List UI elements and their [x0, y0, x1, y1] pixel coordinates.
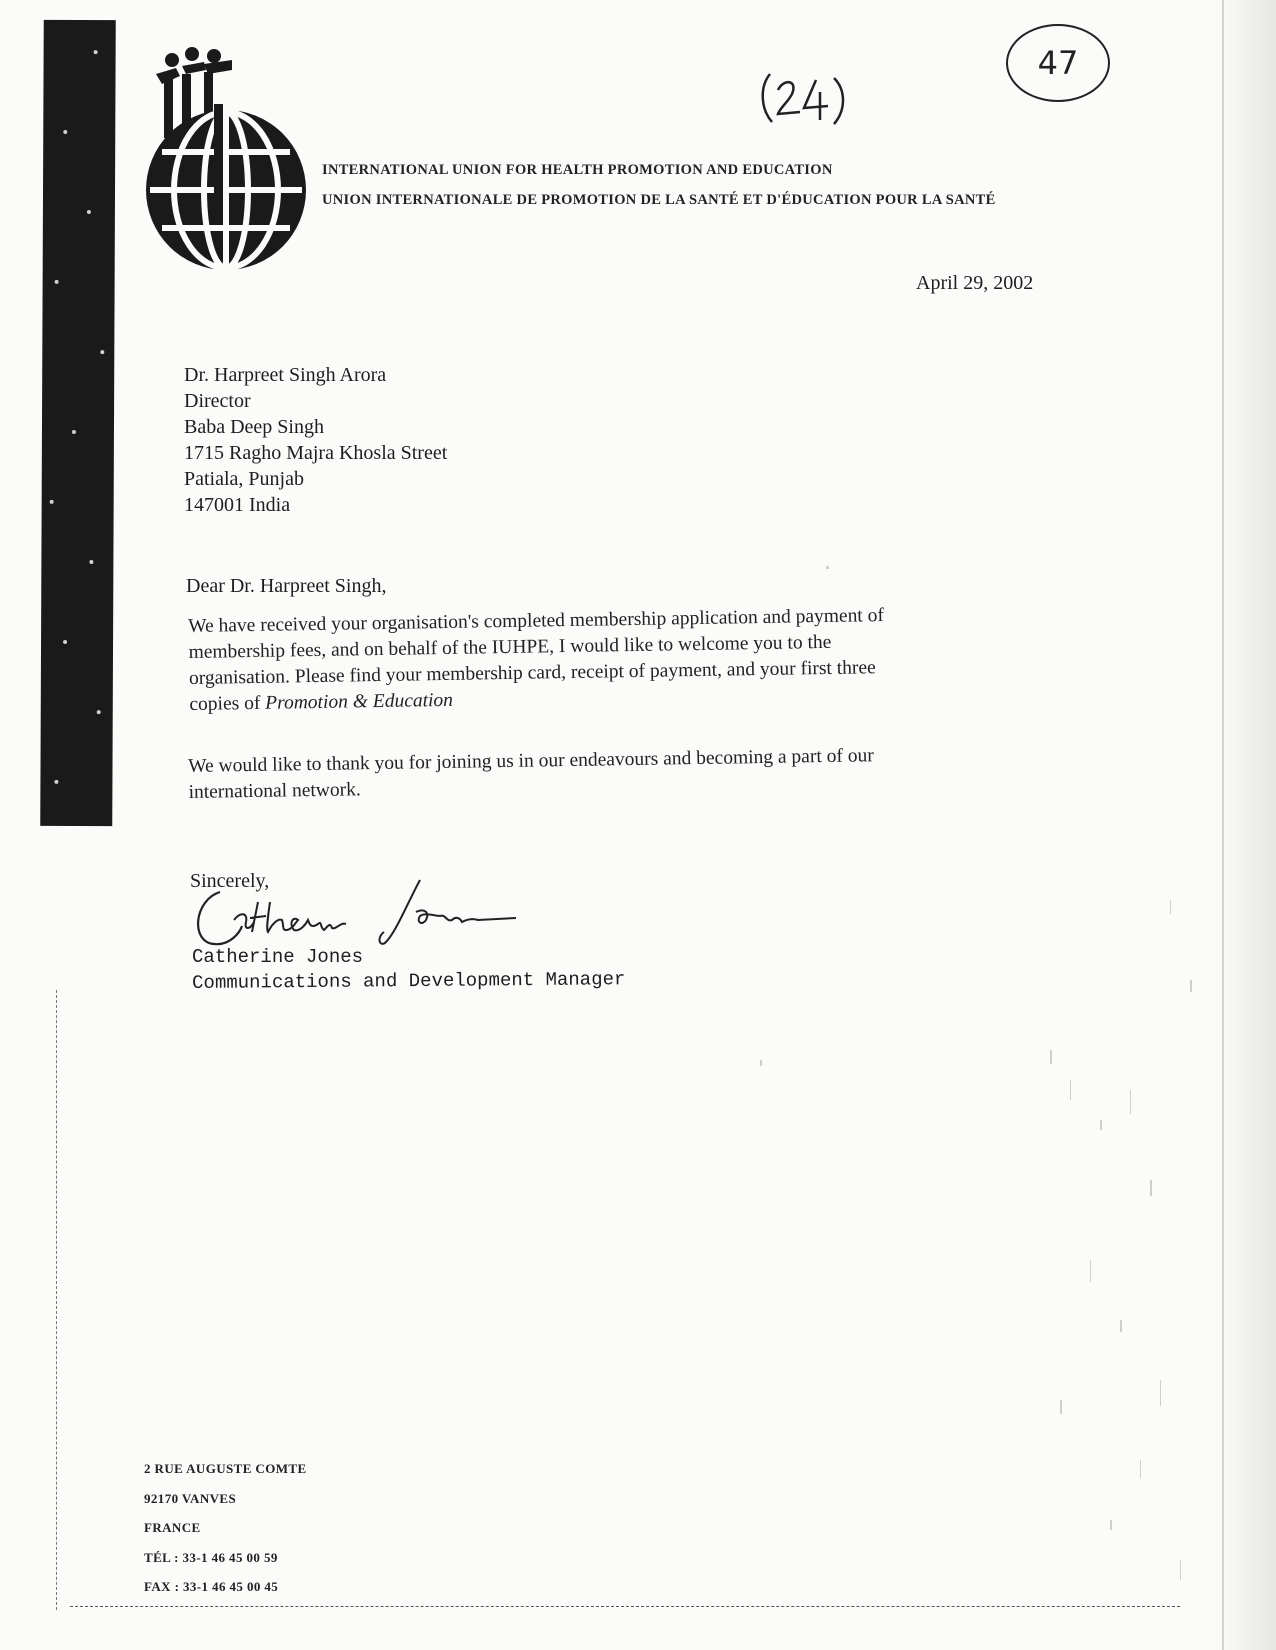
- body-line: organisation. Please find your membership card, receipt of payment, and your first three: [188, 657, 876, 689]
- recipient-line: 1715 Ragho Majra Khosla Street: [184, 442, 448, 464]
- footer-line: 2 RUE AUGUSTE COMTE: [144, 1461, 307, 1476]
- letterhead-french: UNION INTERNATIONALE DE PROMOTION DE LA SANTÉ ET D'ÉDUCATION POUR LA SANTÉ: [322, 192, 996, 208]
- footer-line: 92170 VANVES: [144, 1490, 237, 1506]
- signer-title: Communications and Development Manager: [192, 968, 626, 994]
- scan-edge-line: [1222, 0, 1224, 1650]
- recipient-line: Patiala, Punjab: [184, 468, 304, 490]
- globe-with-people-logo: [142, 44, 310, 280]
- footer-fax: FAX : 33-1 46 45 00 45: [144, 1579, 279, 1594]
- body-text: copies of: [189, 692, 266, 715]
- body-paragraph-2: [188, 743, 874, 806]
- recipient-line: Director: [184, 390, 251, 412]
- recipient-line: 147001 India: [184, 494, 291, 516]
- body-line: membership fees, and on behalf of the IUHPE, I would like to welcome you to the: [188, 631, 832, 663]
- handwritten-number: [758, 68, 848, 128]
- salutation: Dear Dr. Harpreet Singh,: [186, 575, 387, 597]
- body-line: We have received your organisation's completed membership application and payment of: [188, 605, 885, 637]
- page-number-stamp: 47: [1006, 24, 1110, 102]
- footer-address: [144, 1454, 307, 1602]
- recipient-line: Dr. Harpreet Singh Arora: [184, 364, 387, 386]
- signer-name: Catherine Jones: [192, 946, 364, 968]
- publication-title: Promotion & Education: [265, 689, 454, 714]
- body-line: We would like to thank you for joining us in our endeavours and becoming a part of our: [188, 745, 874, 777]
- scan-left-edge: [56, 990, 58, 1610]
- letter-date: April 29, 2002: [916, 272, 1034, 294]
- body-paragraph-1: [188, 603, 885, 718]
- closing: Sincerely,: [190, 870, 270, 892]
- letterhead-english: INTERNATIONAL UNION FOR HEALTH PROMOTION AND EDUCATION: [322, 162, 833, 178]
- footer-line: FRANCE: [144, 1520, 201, 1535]
- body-line: international network.: [188, 779, 361, 803]
- scan-edge-shadow: [1216, 0, 1276, 1650]
- footer-phone: TÉL : 33-1 46 45 00 59: [144, 1549, 278, 1565]
- recipient-line: Baba Deep Singh: [184, 416, 324, 438]
- left-dark-stripe: [40, 20, 116, 826]
- scan-bottom-edge: [70, 1606, 1180, 1608]
